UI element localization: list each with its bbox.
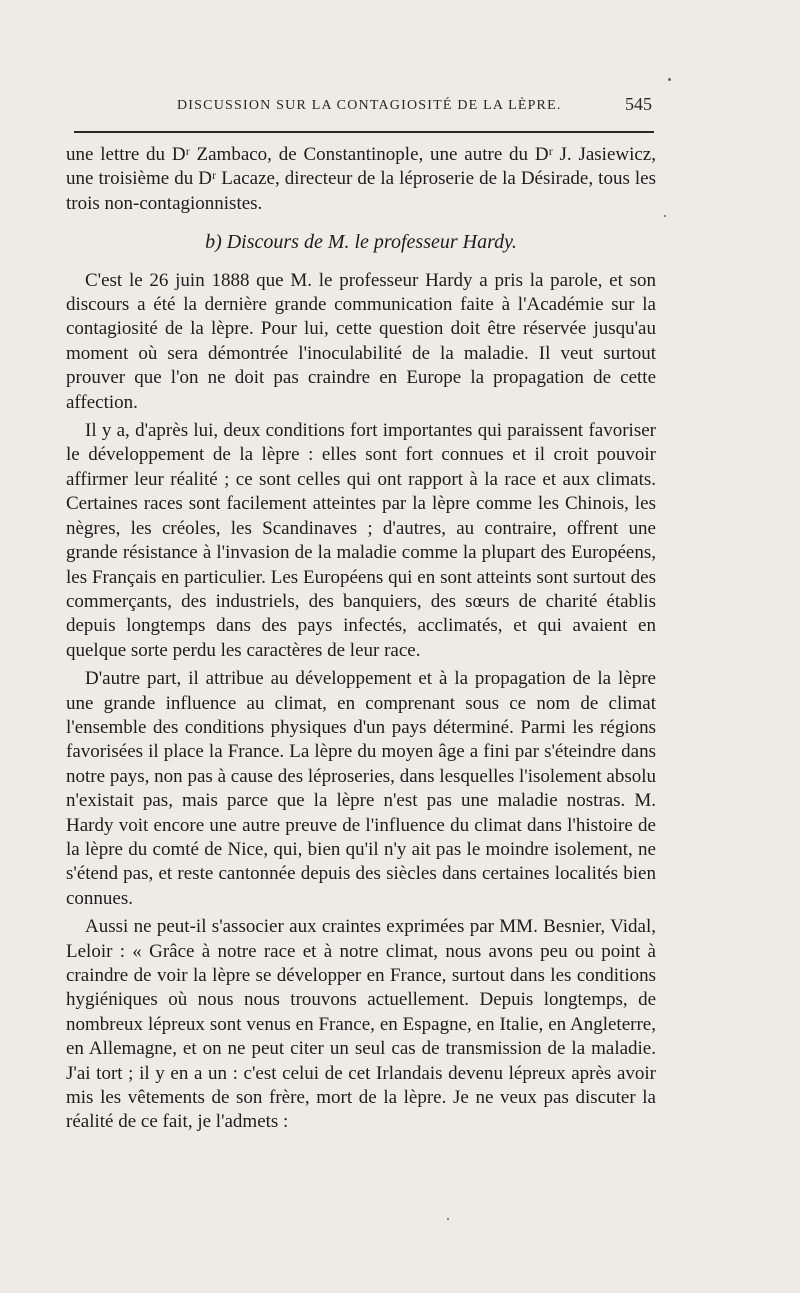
paper-speck — [447, 1218, 449, 1220]
page-number: 545 — [625, 94, 652, 114]
body-text — [66, 143, 656, 1135]
paragraph-4: D'autre part, il attribue au développement et à la propagation de la lèpre une grande influence au climat, en comprenant sous ce nom de climat l'ensemble des conditions physiques d'un pays déterminé. Parmi les régions favorisées il place la France. La lèpre du moyen âge a fini par s'éteindre dans notre pays, non pas à cause des léproseries, dans lesquelles l'isolement absolu n'existait pas, mais parce que la lèpre n'est pas une maladie nostras. M. Hardy voit encore une autre preuve de l'influence du climat dans l'histoire de la lèpre du comté de Nice, qui, bien qu'il n'y ait pas le moindre isolement, ne s'étend pas, et reste cantonnée depuis des siècles dans certaines localités bien connues. — [66, 668, 656, 909]
paper-speck — [668, 78, 671, 81]
paper-speck — [664, 215, 666, 217]
paragraph-5: Aussi ne peut-il s'associer aux craintes exprimées par MM. Besnier, Vidal, Leloir : « Grâce à notre race et à notre climat, nous avons peu ou point à craindre de voir la lèpre se développer en France, surtout dans les conditions hygiéniques où nous nous trouvons actuellement. Depuis longtemps, de nombreux lépreux sont venus en France, en Espagne, en Italie, en Angleterre, en Allemagne, et on ne peut citer un seul cas de transmission de la maladie. J'ai tort ; il y en a un : c'est celui de cet Irlandais devenu lépreux après avoir mis les vêtements de son frère, mort de la lèpre. Je ne veux pas discuter la réalité de ce fait, je l'admets : — [66, 916, 656, 1133]
paragraph-1: une lettre du Dʳ Zambaco, de Constantinople, une autre du Dʳ J. Jasiewicz, une troisième du Dʳ Lacaze, directeur de la léproserie de la Désirade, tous les trois non-contagionnistes. — [66, 144, 656, 214]
paragraph-3: Il y a, d'après lui, deux conditions fort importantes qui paraissent favoriser le développement de la lèpre : elles sont fort connues et il croit pouvoir affirmer leur réalité ; ce sont celles qui ont rapport à la race et aux climats. Certaines races sont facilement atteintes par la lèpre comme les Chinois, les nègres, les créoles, les Scandinaves ; d'autres, au contraire, offrent une grande résistance à l'invasion de la maladie comme la plupart des Européens, les Français en particulier. Les Européens qui en sont atteints sont surtout des commerçants, des industriels, des banquiers, des sœurs de charité établis depuis longtemps dans des pays infectés, acclimatés, et qui avaient en quelque sorte perdu les caractères de leur race. — [66, 420, 656, 661]
running-title: DISCUSSION SUR LA CONTAGIOSITÉ DE LA LÈPRE. — [177, 98, 562, 113]
paragraph-2: C'est le 26 juin 1888 que M. le professeur Hardy a pris la parole, et son discours a été la dernière grande communication faite à l'Académie sur la contagiosité de la lèpre. Pour lui, cette question doit être réservée jusqu'au moment où sera démontrée l'inoculabilité de la maladie. Il veut surtout prouver que l'on ne doit pas craindre en Europe la propagation de cette affection. — [66, 269, 656, 413]
running-header — [66, 92, 654, 118]
section-subheading: b) Discours de M. le professeur Hardy. — [205, 231, 517, 254]
header-rule — [74, 131, 654, 133]
